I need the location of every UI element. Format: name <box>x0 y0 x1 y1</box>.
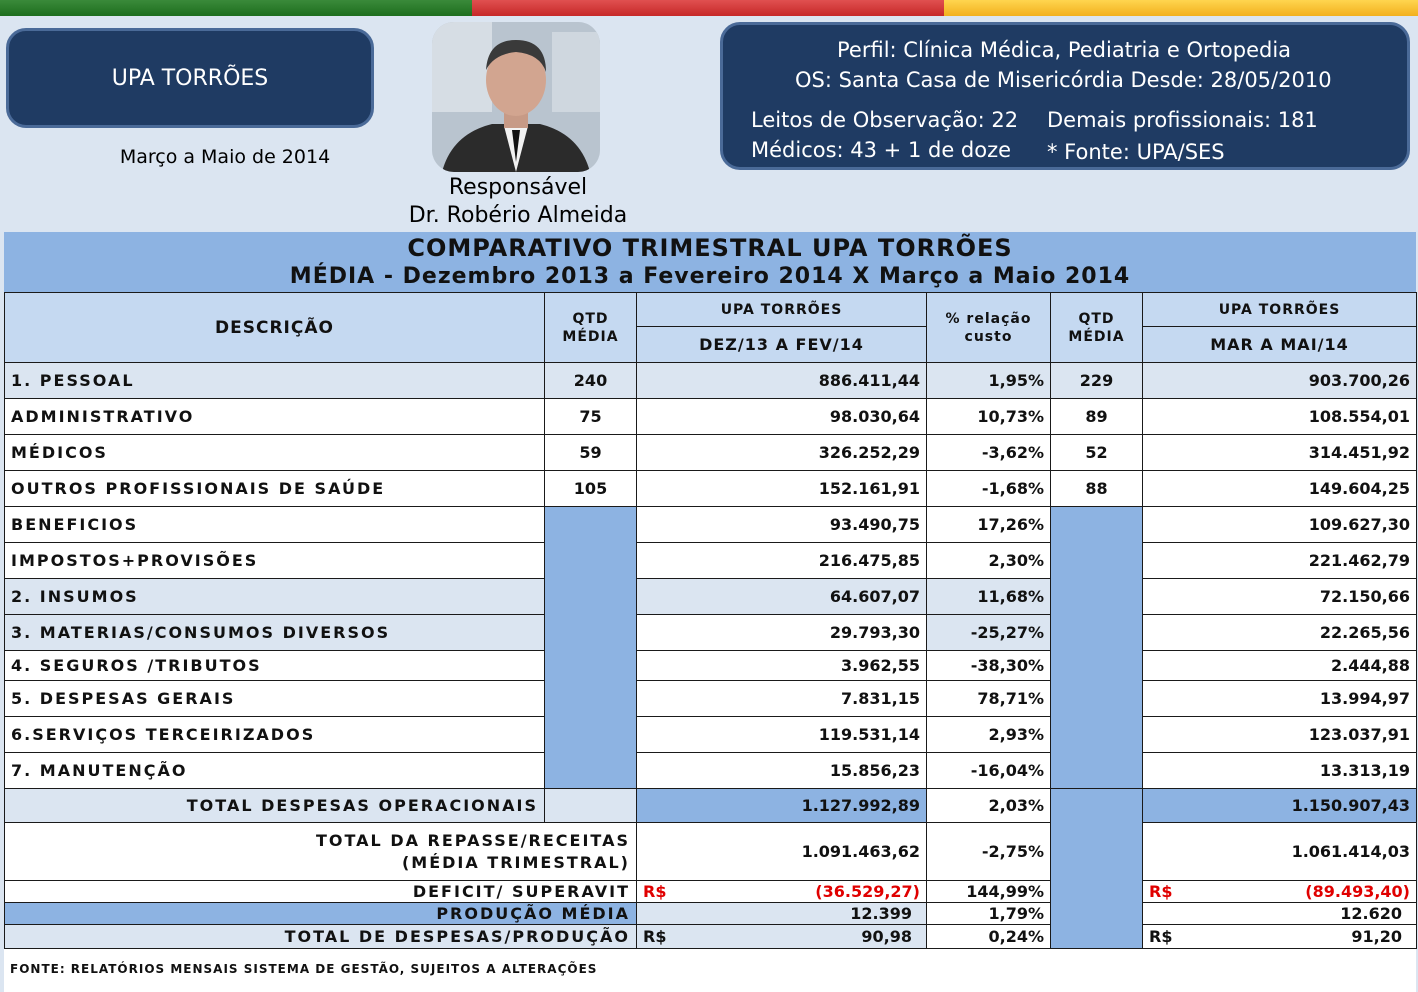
producao-row <box>5 903 1417 925</box>
table-row <box>5 717 1417 753</box>
qtd-2-empty <box>1051 507 1143 789</box>
total-pct: 2,03% <box>927 789 1051 823</box>
doctors-text: Médicos: 43 + 1 de doze <box>751 138 1012 162</box>
row-value-2: 221.462,79 <box>1143 543 1417 579</box>
despesas-producao-value-2 <box>1143 925 1417 949</box>
despesas-producao-value-1 <box>637 925 927 949</box>
dp-amount-1: 90,98 <box>861 927 912 946</box>
total-operacionais-row <box>5 789 1417 823</box>
row-value-2: 149.604,25 <box>1143 471 1417 507</box>
unit-info-box <box>720 22 1410 170</box>
row-qtd-1: 75 <box>545 399 637 435</box>
table-row <box>5 543 1417 579</box>
row-qtd-1: 59 <box>545 435 637 471</box>
dp-currency-2: R$ <box>1149 927 1173 946</box>
row-description: 3. MATERIAS/CONSUMOS DIVERSOS <box>5 615 545 651</box>
row-pct: -25,27% <box>927 615 1051 651</box>
producao-label: PRODUÇÃO MÉDIA <box>5 903 637 925</box>
col-pct: % relação custo <box>927 293 1051 363</box>
col-qtd-1: QTD MÉDIA <box>545 293 637 363</box>
table-row <box>5 615 1417 651</box>
total-value-2: 1.150.907,43 <box>1143 789 1417 823</box>
repasse-label-2: (MÉDIA TRIMESTRAL) <box>401 852 630 872</box>
table-row <box>5 471 1417 507</box>
row-pct: 1,95% <box>927 363 1051 399</box>
header <box>0 16 1418 231</box>
row-description: 7. MANUTENÇÃO <box>5 753 545 789</box>
row-description: 1. PESSOAL <box>5 363 545 399</box>
table-body <box>5 293 1417 949</box>
col-descricao: DESCRIÇÃO <box>5 293 545 363</box>
row-pct: -3,62% <box>927 435 1051 471</box>
repasse-label-1: TOTAL DA REPASSE/RECEITAS <box>315 830 630 850</box>
table-row <box>5 579 1417 615</box>
row-pct: 78,71% <box>927 681 1051 717</box>
table-row <box>5 435 1417 471</box>
row-value-2: 72.150,66 <box>1143 579 1417 615</box>
row-value-2: 108.554,01 <box>1143 399 1417 435</box>
col-upa-2: UPA TORRÕES <box>1143 293 1417 327</box>
total-value-1: 1.127.992,89 <box>637 789 927 823</box>
dp-currency-1: R$ <box>643 927 667 946</box>
responsible-photo <box>432 22 600 172</box>
title-line-2: MÉDIA - Dezembro 2013 a Fevereiro 2014 X Março a Maio 2014 <box>289 264 1131 289</box>
row-value-1: 216.475,85 <box>637 543 927 579</box>
row-value-2: 109.627,30 <box>1143 507 1417 543</box>
repasse-label <box>5 823 637 881</box>
despesas-producao-pct: 0,24% <box>927 925 1051 949</box>
stripe-red <box>472 0 944 16</box>
repasse-value-1: 1.091.463,62 <box>637 823 927 881</box>
deficit-currency-2: R$ <box>1149 882 1173 901</box>
row-value-2: 2.444,88 <box>1143 651 1417 681</box>
row-pct: -16,04% <box>927 753 1051 789</box>
comparison-table <box>4 292 1417 949</box>
row-value-1: 886.411,44 <box>637 363 927 399</box>
comparison-panel <box>4 232 1416 992</box>
title-line-1: COMPARATIVO TRIMESTRAL UPA TORRÕES <box>407 234 1013 262</box>
stripe-yellow <box>944 0 1418 16</box>
total-label: TOTAL DESPESAS OPERACIONAIS <box>5 789 545 823</box>
producao-value-1: 12.399 <box>637 903 927 925</box>
row-description: 5. DESPESAS GERAIS <box>5 681 545 717</box>
row-value-2: 22.265,56 <box>1143 615 1417 651</box>
row-pct: -38,30% <box>927 651 1051 681</box>
row-pct: 11,68% <box>927 579 1051 615</box>
row-qtd-2: 88 <box>1051 471 1143 507</box>
responsible-name: Dr. Robério Almeida <box>408 203 628 228</box>
producao-value-2: 12.620 <box>1143 903 1417 925</box>
deficit-row <box>5 881 1417 903</box>
row-description: OUTROS PROFISSIONAIS DE SAÚDE <box>5 471 545 507</box>
source-footer: FONTE: RELATÓRIOS MENSAIS SISTEMA DE GESTÃO, SUJEITOS A ALTERAÇÕES <box>10 962 598 976</box>
deficit-value-2 <box>1143 881 1417 903</box>
period-label: Março a Maio de 2014 <box>119 146 331 168</box>
row-pct: 2,93% <box>927 717 1051 753</box>
row-qtd-1: 105 <box>545 471 637 507</box>
table-row <box>5 681 1417 717</box>
row-qtd-2: 52 <box>1051 435 1143 471</box>
deficit-value-1 <box>637 881 927 903</box>
row-description: 2. INSUMOS <box>5 579 545 615</box>
row-pct: 10,73% <box>927 399 1051 435</box>
deficit-pct: 144,99% <box>927 881 1051 903</box>
deficit-amount-1: (36.529,27) <box>815 882 920 901</box>
row-description: MÉDICOS <box>5 435 545 471</box>
responsible-label: Responsável <box>448 175 588 200</box>
row-value-1: 152.161,91 <box>637 471 927 507</box>
col-upa-1: UPA TORRÕES <box>637 293 927 327</box>
row-value-1: 3.962,55 <box>637 651 927 681</box>
row-value-2: 314.451,92 <box>1143 435 1417 471</box>
row-description: 6.SERVIÇOS TERCEIRIZADOS <box>5 717 545 753</box>
row-value-1: 29.793,30 <box>637 615 927 651</box>
deficit-label: DEFICIT/ SUPERAVIT <box>5 881 637 903</box>
table-row <box>5 399 1417 435</box>
dp-amount-2: 91,20 <box>1351 927 1402 946</box>
unit-name-box <box>6 28 374 128</box>
row-value-1: 326.252,29 <box>637 435 927 471</box>
row-value-2: 13.313,19 <box>1143 753 1417 789</box>
row-pct: 2,30% <box>927 543 1051 579</box>
person-portrait-icon <box>432 22 600 172</box>
total-repasse-row <box>5 823 1417 881</box>
profile-text: Perfil: Clínica Médica, Pediatria e Ortopedia <box>837 38 1292 62</box>
qtd-1-empty <box>545 507 637 789</box>
total-empty-2 <box>1051 789 1143 949</box>
total-empty-1 <box>545 789 637 823</box>
row-description: ADMINISTRATIVO <box>5 399 545 435</box>
row-value-1: 64.607,07 <box>637 579 927 615</box>
producao-pct: 1,79% <box>927 903 1051 925</box>
staff-text: Demais profissionais: 181 <box>1047 108 1318 132</box>
table-row <box>5 363 1417 399</box>
row-value-1: 7.831,15 <box>637 681 927 717</box>
row-value-1: 15.856,23 <box>637 753 927 789</box>
unit-name: UPA TORRÕES <box>111 65 269 91</box>
row-description: IMPOSTOS+PROVISÕES <box>5 543 545 579</box>
table-row <box>5 753 1417 789</box>
row-value-2: 123.037,91 <box>1143 717 1417 753</box>
table-row <box>5 507 1417 543</box>
table-title <box>4 232 1416 292</box>
despesas-producao-row <box>5 925 1417 949</box>
table-row <box>5 651 1417 681</box>
deficit-amount-2: (89.493,40) <box>1305 882 1410 901</box>
deficit-currency-1: R$ <box>643 882 667 901</box>
repasse-pct: -2,75% <box>927 823 1051 881</box>
row-value-1: 93.490,75 <box>637 507 927 543</box>
row-qtd-2: 89 <box>1051 399 1143 435</box>
repasse-value-2: 1.061.414,03 <box>1143 823 1417 881</box>
os-text: OS: Santa Casa de Misericórdia Desde: 28/05/2010 <box>795 68 1332 92</box>
col-period-1: DEZ/13 A FEV/14 <box>637 327 927 363</box>
beds-text: Leitos de Observação: 22 <box>751 108 1019 132</box>
row-value-1: 119.531,14 <box>637 717 927 753</box>
row-value-1: 98.030,64 <box>637 399 927 435</box>
flag-stripe <box>0 0 1418 16</box>
row-description: 4. SEGUROS /TRIBUTOS <box>5 651 545 681</box>
row-pct: -1,68% <box>927 471 1051 507</box>
col-period-2: MAR A MAI/14 <box>1143 327 1417 363</box>
row-description: BENEFICIOS <box>5 507 545 543</box>
stripe-green <box>0 0 472 16</box>
row-pct: 17,26% <box>927 507 1051 543</box>
row-value-2: 13.994,97 <box>1143 681 1417 717</box>
row-qtd-2: 229 <box>1051 363 1143 399</box>
responsible-caption <box>398 174 638 230</box>
col-qtd-2: QTD MÉDIA <box>1051 293 1143 363</box>
source-text: * Fonte: UPA/SES <box>1047 140 1225 164</box>
header-row-1 <box>5 293 1417 327</box>
despesas-producao-label: TOTAL DE DESPESAS/PRODUÇÃO <box>5 925 637 949</box>
row-qtd-1: 240 <box>545 363 637 399</box>
row-value-2: 903.700,26 <box>1143 363 1417 399</box>
